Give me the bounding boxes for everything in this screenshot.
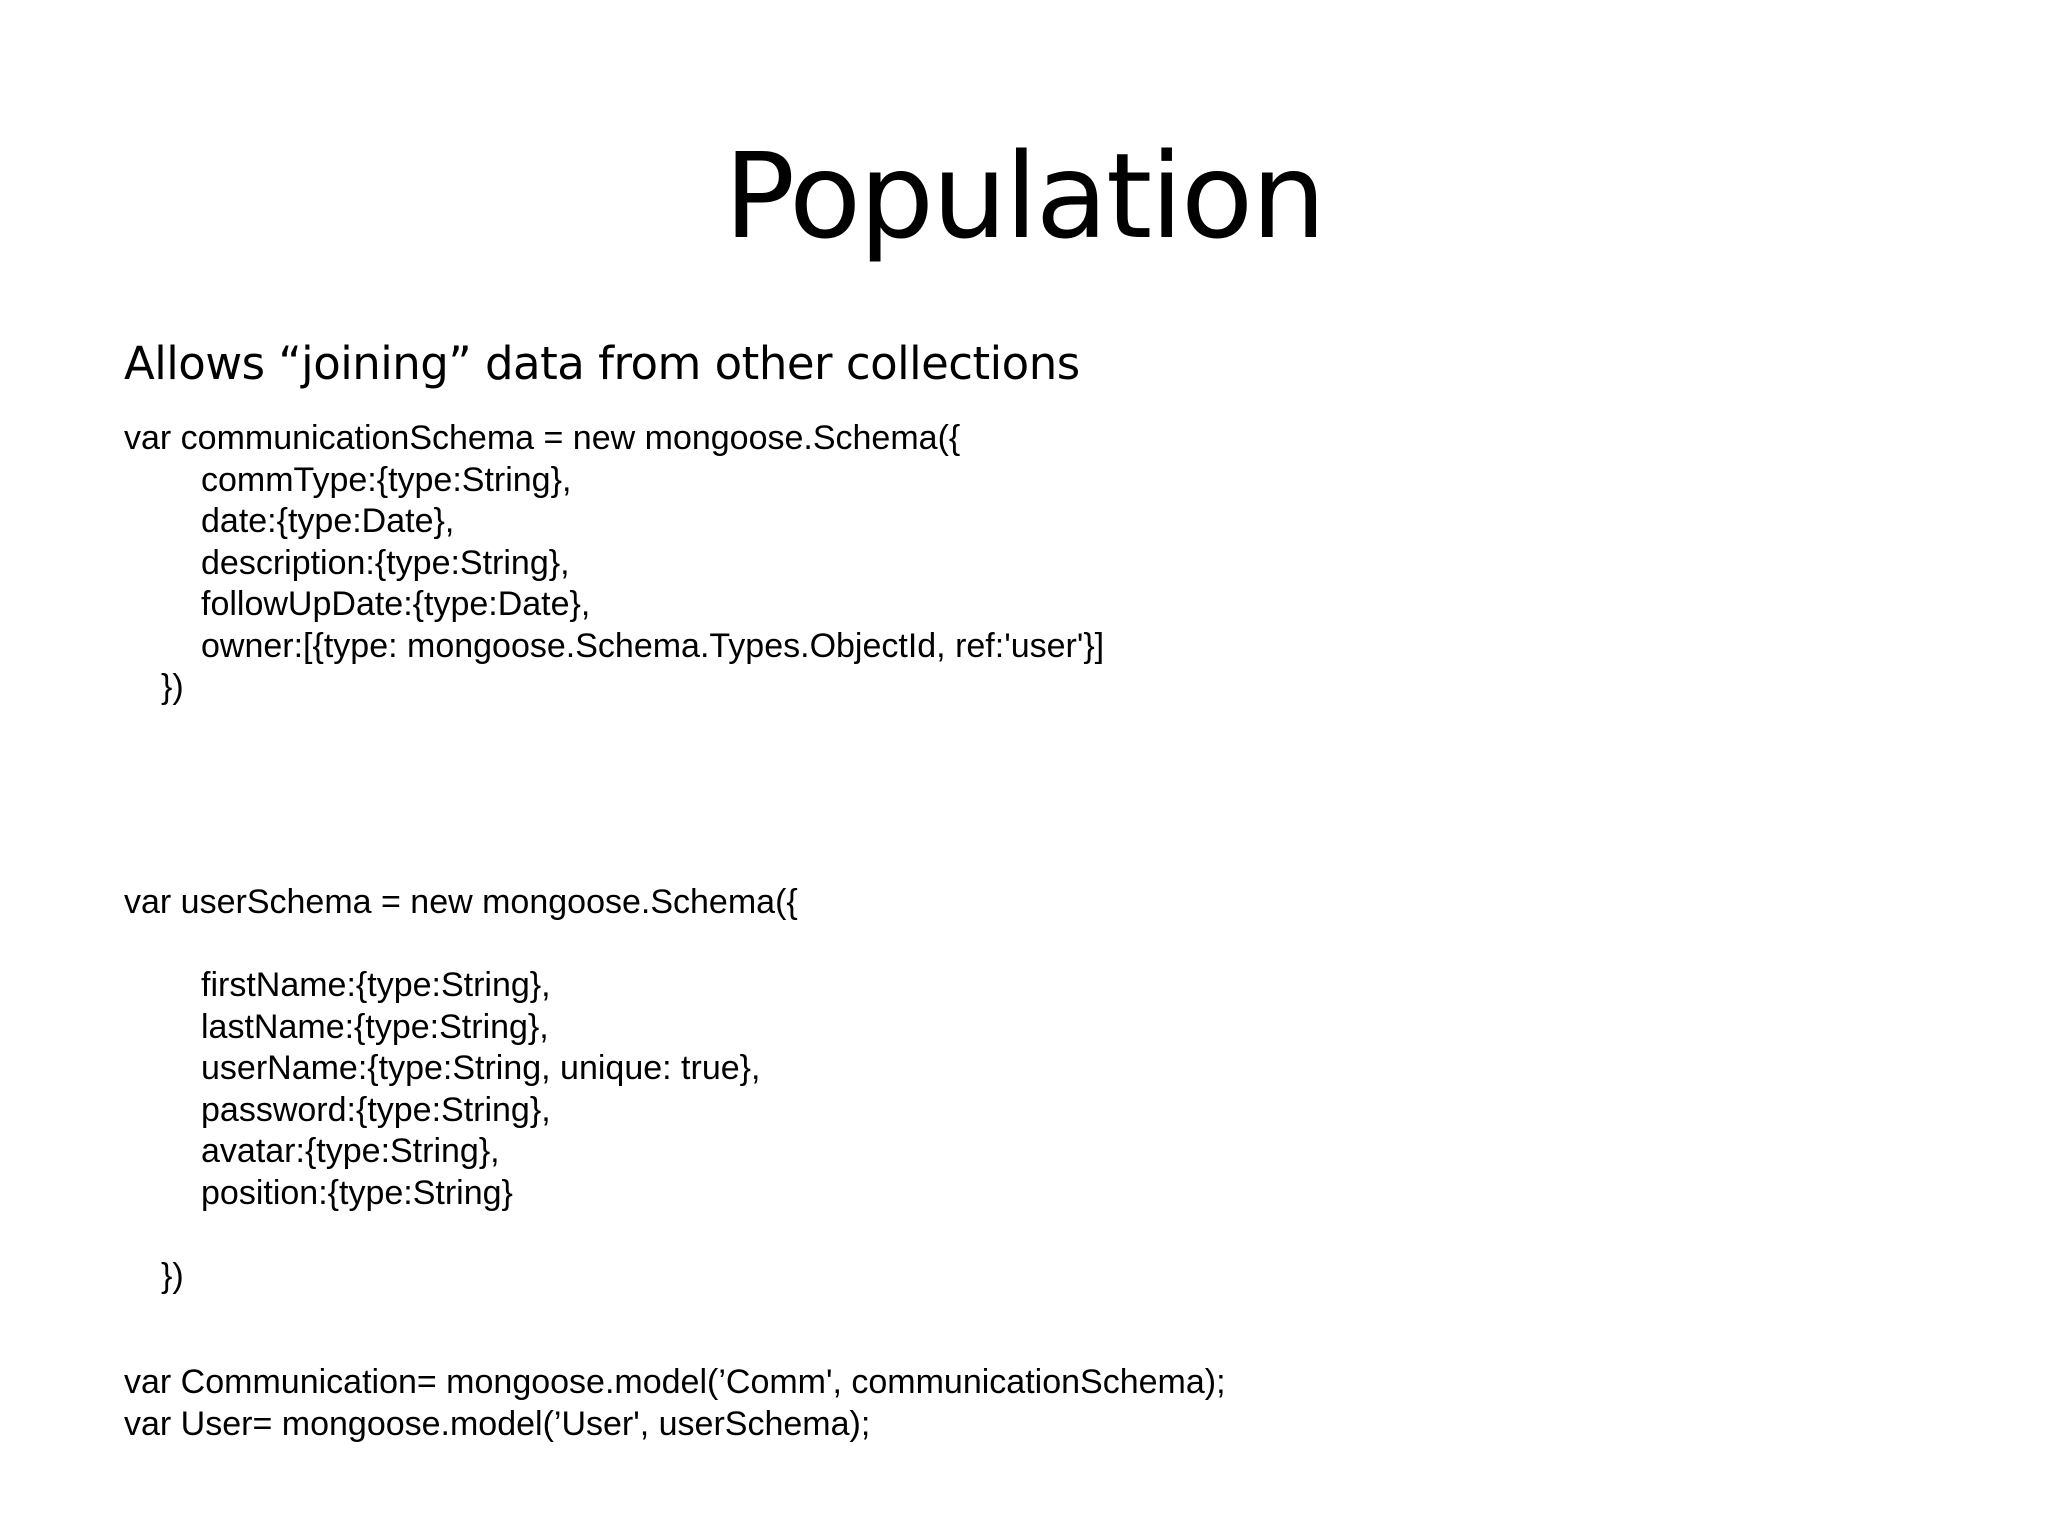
code-line: avatar:{type:String}, [201,1132,500,1170]
code-line: userName:{type:String, unique: true}, [201,1049,761,1087]
slide-subtitle: Allows “joining” data from other collections [124,337,1080,390]
code-line: description:{type:String}, [201,543,570,582]
code-line: var User= mongoose.model(’User', userSchema); [124,1404,871,1443]
blank-line [124,1214,798,1256]
code-line: firstName:{type:String}, [201,966,551,1004]
code-line: owner:[{type: mongoose.Schema.Types.ObjectId, ref:'user'}] [201,626,1105,665]
code-line: var communicationSchema = new mongoose.Schema({ [124,419,961,457]
code-line: }) [161,1256,184,1295]
code-line: followUpDate:{type:Date}, [201,585,591,623]
code-line: var Communication= mongoose.model(’Comm', communicationSchema); [124,1363,1226,1401]
code-line: }) [161,668,184,706]
code-line: var userSchema = new mongoose.Schema({ [124,883,798,921]
code-line: position:{type:String} [201,1173,513,1212]
user-schema-code [124,882,798,1297]
code-line: lastName:{type:String}, [201,1007,549,1046]
code-line: date:{type:Date}, [201,502,455,540]
model-definitions-code [124,1362,1226,1445]
blank-line [124,924,798,966]
communication-schema-code [124,418,1104,709]
slide-title: Population [724,127,1324,265]
code-line: commType:{type:String}, [201,460,572,499]
code-line: password:{type:String}, [201,1090,551,1129]
